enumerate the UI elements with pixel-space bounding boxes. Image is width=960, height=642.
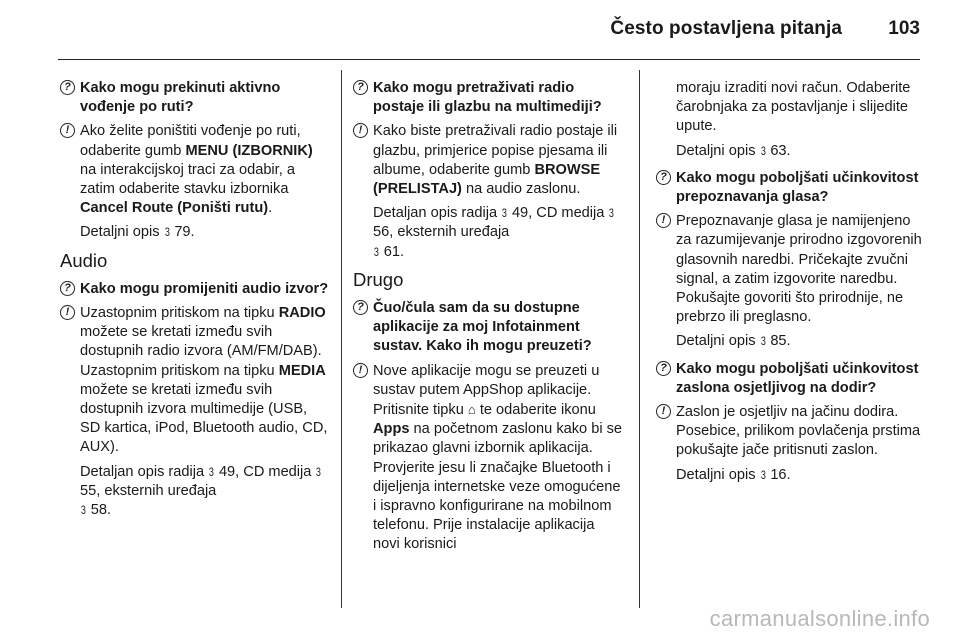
arrow-icon: 3 <box>164 225 170 240</box>
info-icon: ! <box>353 123 368 138</box>
question-icon: ? <box>60 80 75 95</box>
arrow-icon: 3 <box>760 143 766 158</box>
arrow-icon: 3 <box>760 467 766 482</box>
page-reference: Detaljan opis radija 3 49, CD medija 3 55, eksternih uređaja 3 58. <box>60 463 330 521</box>
question: ? Kako mogu promijeniti audio izvor? <box>60 280 330 299</box>
question: ? Kako mogu poboljšati učinkovitost zaslona osjetljivog na dodir? <box>656 360 926 398</box>
info-icon: ! <box>656 213 671 228</box>
page-header <box>58 18 920 48</box>
answer: ! Ako želite poništiti vođenje po ruti, odaberite gumb MENU (IZBORNIK) na interakcijskoj traci za odabir, a zatim odaberite stavku izbornika Cancel Route (Poništi rutu). <box>60 122 330 218</box>
page-number: 103 <box>888 18 920 39</box>
info-icon: ! <box>656 404 671 419</box>
section-heading-drugo: Drugo <box>353 268 404 290</box>
column-divider-2 <box>639 70 640 608</box>
header-divider <box>58 59 920 60</box>
arrow-icon: 3 <box>80 503 86 518</box>
page-reference: Detaljni opis 3 16. <box>656 466 926 485</box>
home-icon: ⌂ <box>467 402 476 418</box>
answer: ! Nove aplikacije mogu se preuzeti u sustav putem AppShop aplikacije. Pritisnite tipku ⌂ te odaberite ikonu Apps na početnom zaslonu kako bi se prikazao glavni izbornik aplikacija. Provjerite jesu li značajke Bluetooth i dijeljenja internetske veze omogućene i ispravno konfigurirane na mobilnom telefonu. Prije instalacije aplikacija novi korisnici <box>353 362 625 555</box>
question-icon: ? <box>656 170 671 185</box>
arrow-icon: 3 <box>760 334 766 349</box>
page-reference: Detaljni opis 3 63. <box>656 142 926 161</box>
arrow-icon: 3 <box>502 206 508 221</box>
page-title: Često postavljena pitanja <box>610 18 842 39</box>
page-reference: Detaljan opis radija 3 49, CD medija 3 56, eksternih uređaja 3 61. <box>353 204 625 262</box>
answer: ! Kako biste pretraživali radio postaje ili glazbu, primjerice popise pjesama ili albume, odaberite gumb BROWSE (PRELISTAJ) na audio zaslonu. <box>353 122 625 199</box>
question-icon: ? <box>60 281 75 296</box>
answer: ! Prepoznavanje glasa je namijenjeno za razumijevanje prirodno izgovorenih glasovnih naredbi. Pričekajte zvučni signal, a zatim izgovorite naredbu. Pokušajte govoriti što prirodnije, ne prebrzo ili preglasno. <box>656 212 926 327</box>
arrow-icon: 3 <box>609 206 615 221</box>
question: ? Kako mogu poboljšati učinkovitost prepoznavanja glasa? <box>656 169 926 207</box>
watermark: carmanualsonline.info <box>709 606 930 631</box>
info-icon: ! <box>60 305 75 320</box>
question: ? Kako mogu pretraživati radio postaje ili glazbu na multimediji? <box>353 79 625 117</box>
column-divider-1 <box>341 70 342 608</box>
question-icon: ? <box>353 80 368 95</box>
column-2 <box>353 79 625 560</box>
question-icon: ? <box>353 300 368 315</box>
section-heading-audio: Audio <box>60 249 108 271</box>
arrow-icon: 3 <box>316 464 322 479</box>
answer: ! Uzastopnim pritiskom na tipku RADIO možete se kretati između svih dostupnih radio izvora (AM/FM/DAB). Uzastopnim pritiskom na tipku MEDIA možete se kretati između svih dostupnih izvora multimedije (USB, SD kartica, iPod, Bluetooth audio, CD, AUX). <box>60 304 330 458</box>
column-3 <box>656 79 926 493</box>
arrow-icon: 3 <box>373 244 379 259</box>
page-reference: Detaljni opis 3 79. <box>60 223 330 242</box>
question: ? Čuo/čula sam da su dostupne aplikacije za moj Infotainment sustav. Kako ih mogu preuzeti? <box>353 299 625 357</box>
continued-text: moraju izraditi novi račun. Odaberite čarobnjaka za postavljanje i slijedite upute. <box>676 80 911 135</box>
column-1 <box>60 79 330 528</box>
info-icon: ! <box>353 363 368 378</box>
answer: ! Zaslon je osjetljiv na jačinu dodira. Posebice, prilikom povlačenja prstima pokušajte jače pritisnuti zaslon. <box>656 403 926 461</box>
question-icon: ? <box>656 361 671 376</box>
arrow-icon: 3 <box>209 464 215 479</box>
question: ? Kako mogu prekinuti aktivno vođenje po ruti? <box>60 79 330 117</box>
info-icon: ! <box>60 123 75 138</box>
page-reference: Detaljni opis 3 85. <box>656 332 926 351</box>
